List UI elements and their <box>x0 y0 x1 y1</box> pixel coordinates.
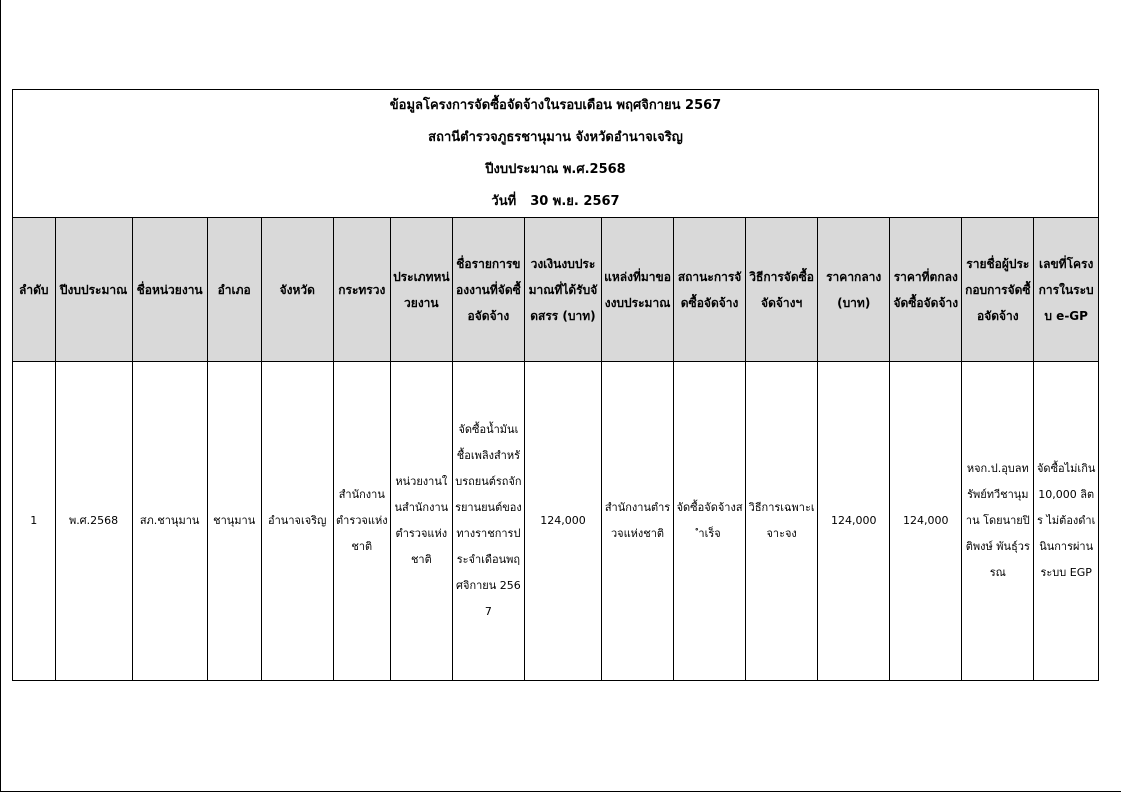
cell-status: จัดซื้อจัดจ้างสำเร็จ <box>674 362 746 681</box>
cell-district: ชานุมาน <box>207 362 261 681</box>
cell-province: อำนาจเจริญ <box>261 362 333 681</box>
header-median-price: ราคากลาง (บาท) <box>818 218 890 362</box>
report-date-value: 30 พ.ย. 2567 <box>530 194 620 209</box>
header-province: จังหวัด <box>261 218 333 362</box>
header-method: วิธีการจัดซื้อจัดจ้างฯ <box>746 218 818 362</box>
cell-item-name: จัดซื้อน้ำมันเชื้อเพลิงสำหรับรถยนต์รถจักรยานยนต์ของทางราชการประจำเดือนพฤศจิกายน 2567 <box>452 362 524 681</box>
table-row <box>13 362 1098 681</box>
cell-median-price: 124,000 <box>818 362 890 681</box>
cell-no: 1 <box>13 362 55 681</box>
report-date-label: วันที่ <box>491 194 517 209</box>
cell-method: วิธีการเฉพาะเจาะจง <box>746 362 818 681</box>
header-no: ลำดับ <box>13 218 55 362</box>
cell-ministry: สำนักงานตำรวจแห่งชาติ <box>333 362 390 681</box>
procurement-report-sheet <box>12 89 1099 681</box>
header-budget: วงเงินงบประมาณที่ได้รับจัดสรร (บาท) <box>524 218 601 362</box>
cell-budget: 124,000 <box>524 362 601 681</box>
cell-egp-number: จัดซื้อไม่เกิน 10,000 ลิตร ไม่ต้องดำเนินการผ่านระบบ EGP <box>1034 362 1098 681</box>
header-fiscal-year: ปีงบประมาณ <box>55 218 132 362</box>
header-budget-source: แหล่งที่มาของงบประมาณ <box>601 218 673 362</box>
report-title: ข้อมูลโครงการจัดซื้อจัดจ้างในรอบเดือน พฤศจิกายน 2567 <box>389 98 722 113</box>
cell-agency: สภ.ชานุมาน <box>132 362 207 681</box>
table-header-row <box>13 218 1098 362</box>
report-header <box>13 90 1098 218</box>
procurement-table <box>13 218 1098 680</box>
cell-budget-source: สำนักงานตำรวจแห่งชาติ <box>601 362 673 681</box>
header-ministry: กระทรวง <box>333 218 390 362</box>
report-date <box>13 186 1098 218</box>
header-egp-number: เลขที่โครงการในระบบ e-GP <box>1034 218 1098 362</box>
header-item-name: ชื่อรายการของงานที่จัดซื้อจัดจ้าง <box>452 218 524 362</box>
cell-agency-type: หน่วยงานในสำนักงานตำรวจแห่งชาติ <box>390 362 452 681</box>
header-status: สถานะการจัดซื้อจัดจ้าง <box>674 218 746 362</box>
header-agency: ชื่อหน่วยงาน <box>132 218 207 362</box>
header-agency-type: ประเภทหน่วยงาน <box>390 218 452 362</box>
report-fiscal-year: ปีงบประมาณ พ.ศ.2568 <box>485 162 626 177</box>
cell-vendor: หจก.ป.อุบลทรัพย์ทวีชานุมาน โดยนายปิติพงษ์ พันธุ์วรรณ <box>962 362 1034 681</box>
header-agreed-price: ราคาที่ตกลงจัดซื้อจัดจ้าง <box>890 218 962 362</box>
header-vendor: รายชื่อผู้ประกอบการจัดซื้อจัดจ้าง <box>962 218 1034 362</box>
report-station: สถานีตำรวจภูธรชานุมาน จังหวัดอำนาจเจริญ <box>428 130 683 145</box>
header-district: อำเภอ <box>207 218 261 362</box>
cell-fiscal-year: พ.ศ.2568 <box>55 362 132 681</box>
cell-agreed-price: 124,000 <box>890 362 962 681</box>
